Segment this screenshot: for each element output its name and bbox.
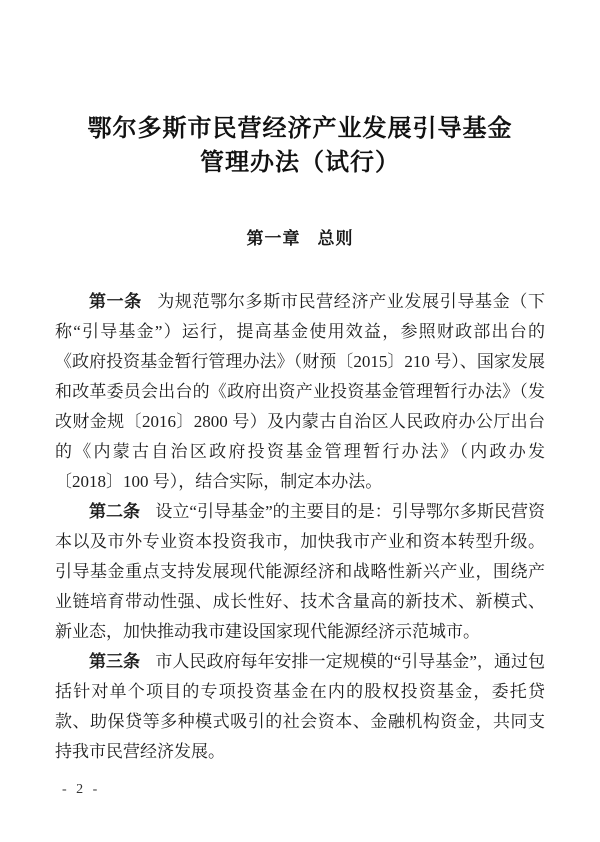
article-2-paragraph — [55, 497, 545, 647]
document-title — [0, 112, 600, 180]
chapter-name: 总则 — [317, 229, 354, 248]
document-title-line-1: 鄂尔多斯市民营经济产业发展引导基金 — [87, 116, 513, 142]
document-body — [55, 287, 545, 767]
document-title-line-2: 管理办法（试行） — [200, 150, 400, 176]
article-2-label: 第二条 — [89, 502, 141, 521]
article-1-paragraph — [55, 287, 545, 497]
article-1-text: 为规范鄂尔多斯市民营经济产业发展引导基金（下称“引导基金”）运行，提高基金使用效益，参照财政部出台的《政府投资基金暂行管理办法》（财预〔2015〕210 号）、国家发展和改革委员会出台的《政府出资产业投资基金管理暂行办法》（发改财金规〔2016〕2800 号）及内蒙古自治区人民政府办公厅出台的《内蒙古自治区政府投资基金管理暂行办法》（内政办发〔2018〕100 号），结合实际，制定本办法。 — [55, 292, 546, 491]
article-3-paragraph — [55, 647, 545, 767]
chapter-heading — [0, 224, 600, 249]
article-3-text: 市人民政府每年安排一定规模的“引导基金”，通过包括针对单个项目的专项投资基金在内的股权投资基金，委托贷款、助保贷等多种模式吸引的社会资本、金融机构资金，共同支持我市民营经济发展。 — [55, 652, 546, 761]
article-1-label: 第一条 — [89, 292, 142, 311]
page-number: - 2 - — [62, 782, 101, 797]
article-3-label: 第三条 — [89, 652, 141, 671]
article-2-text: 设立“引导基金”的主要目的是：引导鄂尔多斯民营资本以及市外专业资本投资我市，加快我市产业和资本转型升级。引导基金重点支持发展现代能源经济和战略性新兴产业，围绕产业链培育带动性强、成长性好、技术含量高的新技术、新模式、新业态，加快推动我市建设国家现代能源经济示范城市。 — [55, 502, 546, 641]
chapter-label: 第一章 — [246, 229, 301, 248]
